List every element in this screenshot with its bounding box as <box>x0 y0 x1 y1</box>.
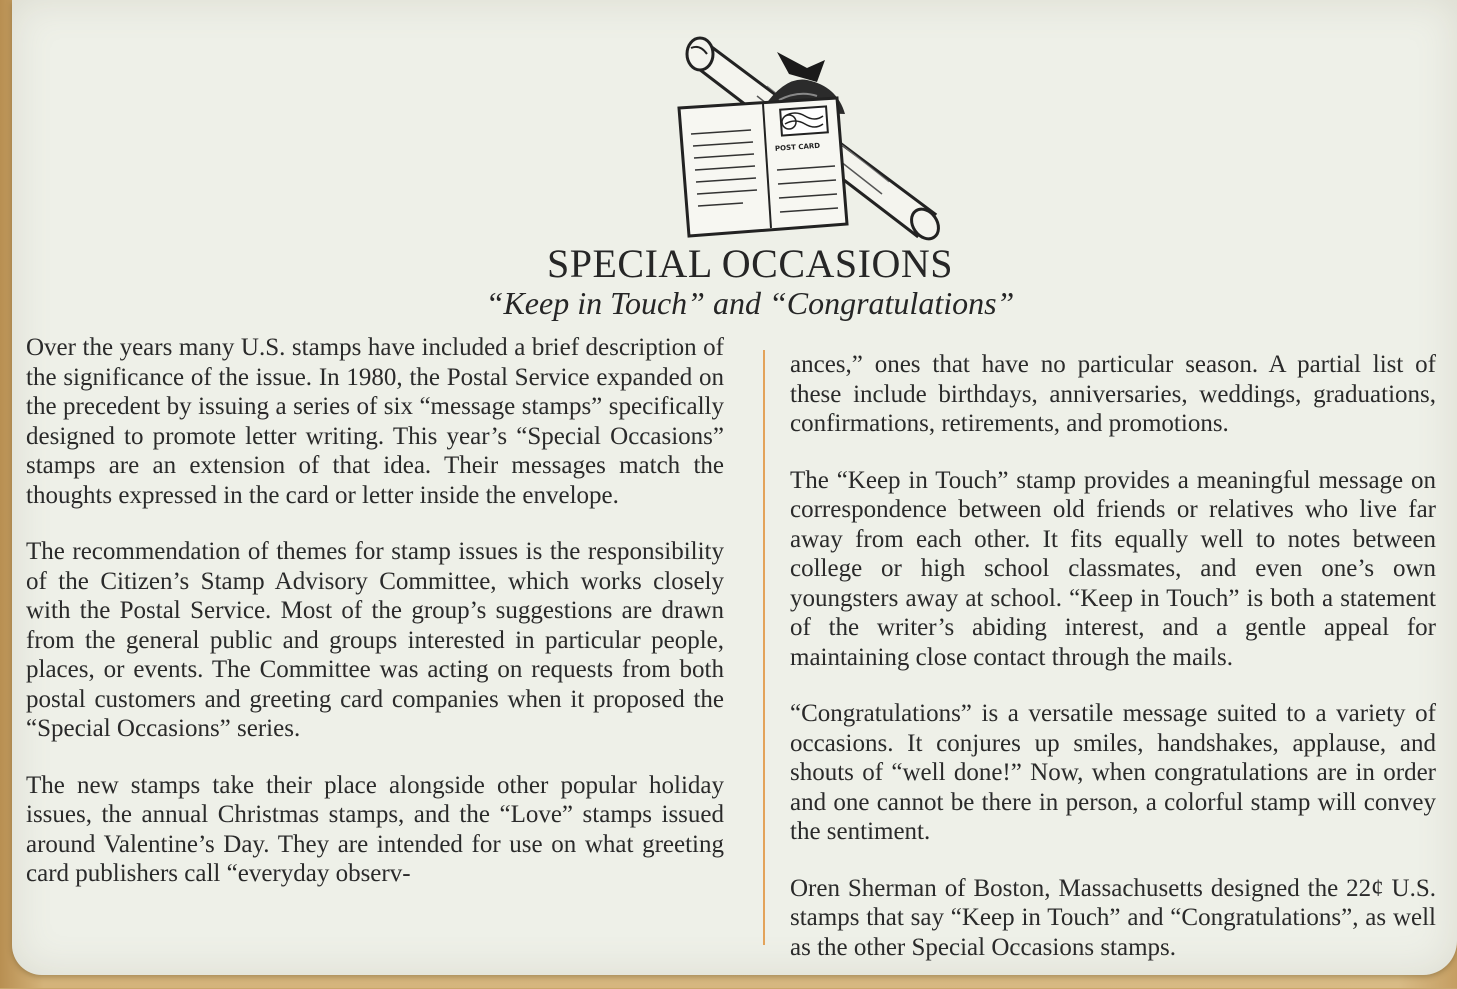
paragraph: The recommendation of themes for stamp issues is the responsibility of the Citizen’s Stamp Advisory Committee, which works closely with the Postal Service. Most of the group’s suggestions are drawn from the general public and groups interested in particular people, places, or events. The Committee was acting on requests from both postal customers and greeting card companies when it proposed the “Special Occasions” series. <box>26 538 724 742</box>
postcard-and-diploma-illustration <box>667 4 947 249</box>
postcard-icon <box>679 98 847 236</box>
right-text-column <box>790 350 1436 989</box>
column-divider <box>763 350 765 945</box>
booklet-page <box>12 0 1457 975</box>
postcard-label: POST CARD <box>774 141 821 153</box>
page-title: SPECIAL OCCASIONS <box>547 241 953 286</box>
paragraph: Over the years many U.S. stamps have included a brief description of the significance of the issue. In 1980, the Postal Service expanded on the precedent by issuing a series of six “message stamps” specifically designed to promote letter writing. This year’s “Special Occasions” stamps are an extension of that idea. Their messages match the thoughts expressed in the card or letter inside the envelope. <box>26 334 724 509</box>
paragraph: The “Keep in Touch” stamp provides a meaningful message on correspondence between old friends or relatives who live far away from each other. It fits equally well to notes between college or high school classmates, and even one’s own youngsters away at school. “Keep in Touch” is both a statement of the writer’s abiding interest, and a gentle appeal for maintaining close contact through the mails. <box>790 466 1436 671</box>
paragraph: “Congratulations” is a versatile message suited to a variety of occasions. It conjures up smiles, handshakes, applause, and shouts of “well done!” Now, when congratulations are in order and one cannot be there in person, a colorful stamp will convey the sentiment. <box>790 700 1436 845</box>
left-text-column <box>26 333 724 916</box>
paragraph: The new stamps take their place alongside other popular holiday issues, the annual Christmas stamps, and the “Love” stamps issued around Valentine’s Day. They are intended for use on what greeting card publishers call “everyday observ- <box>26 771 724 887</box>
page-subtitle: “Keep in Touch” and “Congratulations” <box>485 285 1015 321</box>
paragraph: Oren Sherman of Boston, Massachusetts designed the 22¢ U.S. stamps that say “Keep in Touch” and “Congratulations”, as well as the other Special Occasions stamps. <box>790 874 1436 961</box>
paragraph: ances,” ones that have no particular season. A partial list of these include birthdays, anniversaries, weddings, graduations, confirmations, retirements, and promotions. <box>790 351 1436 437</box>
